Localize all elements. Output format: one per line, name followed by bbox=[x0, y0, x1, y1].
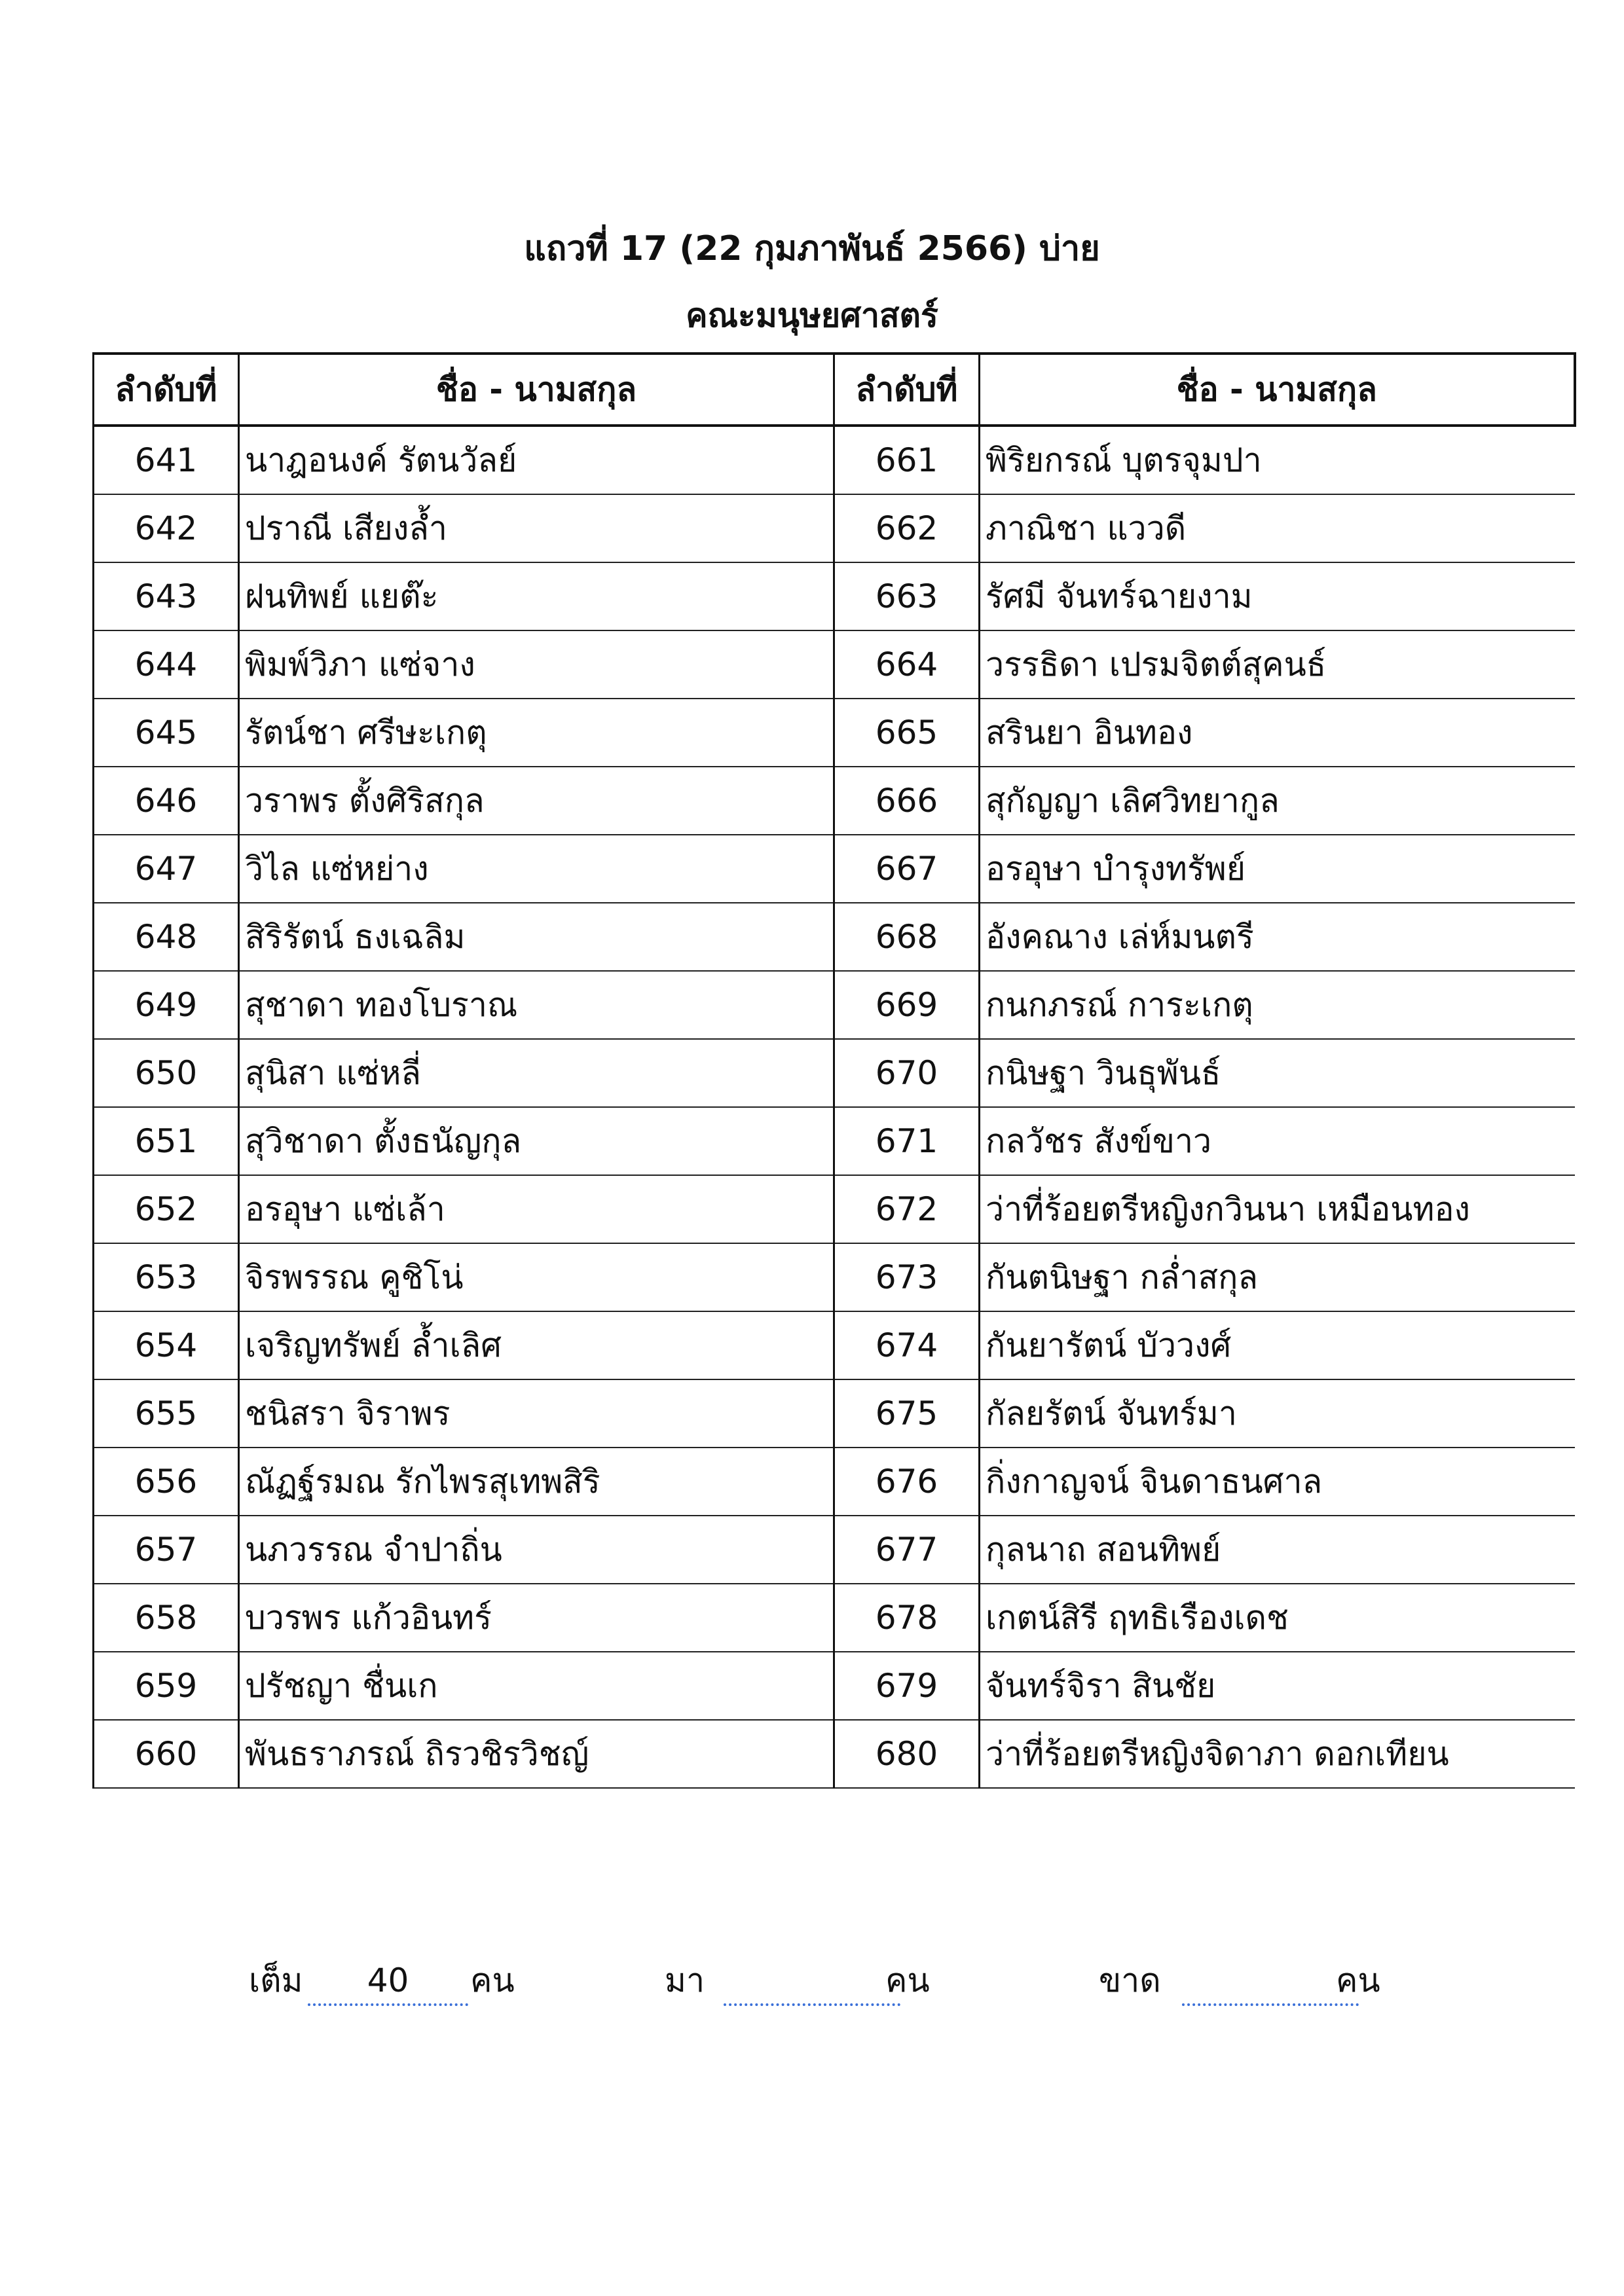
row-name-right: กนิษฐา วินธุพันธ์ bbox=[980, 1039, 1575, 1107]
row-name-right: กันตนิษฐา กล่ำสกุล bbox=[980, 1243, 1575, 1311]
row-name-left: นภวรรณ จำปาถิ่น bbox=[239, 1516, 834, 1584]
row-name-left: บวรพร แก้วอินทร์ bbox=[239, 1584, 834, 1652]
row-name-right: กัลยรัตน์ จันทร์มา bbox=[980, 1379, 1575, 1448]
row-name-right: กลวัชร สังข์ขาว bbox=[980, 1107, 1575, 1175]
row-name-right: กันยารัตน์ บัววงศ์ bbox=[980, 1311, 1575, 1379]
row-name-right: อังคณาง เล่ห์มนตรี bbox=[980, 903, 1575, 971]
row-name-right: จันทร์จิรา สินชัย bbox=[980, 1652, 1575, 1720]
page-title: แถวที่ 17 (22 กุมภาพันธ์ 2566) บ่าย bbox=[524, 229, 1100, 268]
row-name-right: รัศมี จันทร์ฉายงาม bbox=[980, 562, 1575, 630]
table-row bbox=[94, 426, 1575, 494]
table-header-row bbox=[94, 354, 1575, 426]
row-number-left: 643 bbox=[94, 562, 239, 630]
row-name-left: ฝนทิพย์ แยต๊ะ bbox=[239, 562, 834, 630]
row-name-left: รัตน์ชา ศรีษะเกตุ bbox=[239, 699, 834, 767]
table-row bbox=[94, 1243, 1575, 1311]
row-number-left: 651 bbox=[94, 1107, 239, 1175]
row-number-right: 665 bbox=[834, 699, 980, 767]
row-number-right: 679 bbox=[834, 1652, 980, 1720]
row-name-right: ว่าที่ร้อยตรีหญิงจิดาภา ดอกเทียน bbox=[980, 1720, 1575, 1788]
row-number-right: 672 bbox=[834, 1175, 980, 1243]
table-row bbox=[94, 903, 1575, 971]
row-number-right: 666 bbox=[834, 767, 980, 835]
row-name-right: อรอุษา บำรุงทรัพย์ bbox=[980, 835, 1575, 903]
present-count-field[interactable] bbox=[724, 1958, 900, 2006]
row-number-right: 678 bbox=[834, 1584, 980, 1652]
row-name-right: เกตน์สิรี ฤทธิเรืองเดช bbox=[980, 1584, 1575, 1652]
header-name-left: ชื่อ - นามสกุล bbox=[239, 354, 834, 426]
table-row bbox=[94, 1448, 1575, 1516]
row-number-right: 677 bbox=[834, 1516, 980, 1584]
table-row bbox=[94, 1720, 1575, 1788]
row-number-right: 663 bbox=[834, 562, 980, 630]
absent-unit: คน bbox=[1336, 1961, 1380, 1999]
table-row bbox=[94, 1107, 1575, 1175]
row-name-right: กิ่งกาญจน์ จินดาธนศาล bbox=[980, 1448, 1575, 1516]
row-name-left: สุนิสา แซ่หลี่ bbox=[239, 1039, 834, 1107]
row-name-right: พิริยกรณ์ บุตรจุมปา bbox=[980, 426, 1575, 494]
row-name-left: สิริรัตน์ ธงเฉลิม bbox=[239, 903, 834, 971]
table-row bbox=[94, 1175, 1575, 1243]
faculty-subtitle: คณะมนุษยศาสตร์ bbox=[686, 297, 938, 335]
row-number-left: 648 bbox=[94, 903, 239, 971]
absent-count-field[interactable] bbox=[1182, 1958, 1359, 2006]
row-number-left: 652 bbox=[94, 1175, 239, 1243]
row-number-left: 647 bbox=[94, 835, 239, 903]
row-number-left: 654 bbox=[94, 1311, 239, 1379]
table-row bbox=[94, 971, 1575, 1039]
row-name-right: ว่าที่ร้อยตรีหญิงกวินนา เหมือนทอง bbox=[980, 1175, 1575, 1243]
row-name-left: ชนิสรา จิราพร bbox=[239, 1379, 834, 1448]
table-row bbox=[94, 835, 1575, 903]
row-name-right: สรินยา อินทอง bbox=[980, 699, 1575, 767]
row-number-right: 680 bbox=[834, 1720, 980, 1788]
row-number-left: 655 bbox=[94, 1379, 239, 1448]
table-row bbox=[94, 1311, 1575, 1379]
row-number-right: 676 bbox=[834, 1448, 980, 1516]
present-unit: คน bbox=[885, 1961, 930, 1999]
row-number-left: 658 bbox=[94, 1584, 239, 1652]
row-name-left: วราพร ตั้งศิริสกุล bbox=[239, 767, 834, 835]
header-no-left: ลำดับที่ bbox=[94, 354, 239, 426]
table-row bbox=[94, 767, 1575, 835]
row-number-left: 656 bbox=[94, 1448, 239, 1516]
row-name-left: เจริญทรัพย์ ล้ำเลิศ bbox=[239, 1311, 834, 1379]
row-number-left: 660 bbox=[94, 1720, 239, 1788]
row-number-left: 659 bbox=[94, 1652, 239, 1720]
row-number-right: 664 bbox=[834, 630, 980, 699]
table-row bbox=[94, 1379, 1575, 1448]
row-number-left: 641 bbox=[94, 426, 239, 494]
row-name-left: ณัฏฐ์รมณ รักไพรสุเทพสิริ bbox=[239, 1448, 834, 1516]
row-name-left: ปราณี เสียงล้ำ bbox=[239, 494, 834, 562]
row-number-left: 644 bbox=[94, 630, 239, 699]
row-name-left: วิไล แซ่หย่าง bbox=[239, 835, 834, 903]
row-name-left: พิมพ์วิภา แซ่จาง bbox=[239, 630, 834, 699]
table-row bbox=[94, 562, 1575, 630]
row-number-right: 662 bbox=[834, 494, 980, 562]
row-number-left: 642 bbox=[94, 494, 239, 562]
row-number-left: 650 bbox=[94, 1039, 239, 1107]
table-row bbox=[94, 1652, 1575, 1720]
table-row bbox=[94, 630, 1575, 699]
row-name-left: สุชาดา ทองโบราณ bbox=[239, 971, 834, 1039]
row-number-right: 674 bbox=[834, 1311, 980, 1379]
full-count-field[interactable]: 40 bbox=[308, 1958, 468, 2006]
absent-label: ขาด bbox=[1099, 1961, 1161, 1999]
row-number-right: 673 bbox=[834, 1243, 980, 1311]
row-number-right: 675 bbox=[834, 1379, 980, 1448]
row-number-right: 670 bbox=[834, 1039, 980, 1107]
row-number-left: 657 bbox=[94, 1516, 239, 1584]
table-row bbox=[94, 494, 1575, 562]
row-name-left: นาฎอนงค์ รัตนวัลย์ bbox=[239, 426, 834, 494]
row-number-left: 646 bbox=[94, 767, 239, 835]
row-number-left: 645 bbox=[94, 699, 239, 767]
table-row bbox=[94, 1516, 1575, 1584]
row-number-right: 661 bbox=[834, 426, 980, 494]
row-number-right: 671 bbox=[834, 1107, 980, 1175]
table-row bbox=[94, 1039, 1575, 1107]
header-name-right: ชื่อ - นามสกุล bbox=[980, 354, 1575, 426]
row-name-left: พันธราภรณ์ ถิรวชิรวิชญ์ bbox=[239, 1720, 834, 1788]
row-name-left: อรอุษา แซ่เล้า bbox=[239, 1175, 834, 1243]
row-name-right: สุกัญญา เลิศวิทยากูล bbox=[980, 767, 1575, 835]
row-number-left: 653 bbox=[94, 1243, 239, 1311]
table-row bbox=[94, 699, 1575, 767]
row-number-right: 669 bbox=[834, 971, 980, 1039]
row-name-right: ภาณิชา แววดี bbox=[980, 494, 1575, 562]
row-name-left: ปรัชญา ชื่นเก bbox=[239, 1652, 834, 1720]
row-number-right: 668 bbox=[834, 903, 980, 971]
full-unit: คน bbox=[470, 1961, 515, 1999]
row-number-right: 667 bbox=[834, 835, 980, 903]
row-number-left: 649 bbox=[94, 971, 239, 1039]
table-row bbox=[94, 1584, 1575, 1652]
roster-table bbox=[92, 352, 1576, 1789]
header-no-right: ลำดับที่ bbox=[834, 354, 980, 426]
row-name-right: กุลนาถ สอนทิพย์ bbox=[980, 1516, 1575, 1584]
full-label: เต็ม bbox=[249, 1961, 303, 1999]
row-name-right: วรรธิดา เปรมจิตต์สุคนธ์ bbox=[980, 630, 1575, 699]
present-label: มา bbox=[665, 1961, 705, 1999]
attendance-summary bbox=[0, 1944, 1624, 2023]
row-name-left: จิรพรรณ คูชิโน่ bbox=[239, 1243, 834, 1311]
row-name-right: กนกภรณ์ การะเกตุ bbox=[980, 971, 1575, 1039]
row-name-left: สุวิชาดา ตั้งธนัญกุล bbox=[239, 1107, 834, 1175]
